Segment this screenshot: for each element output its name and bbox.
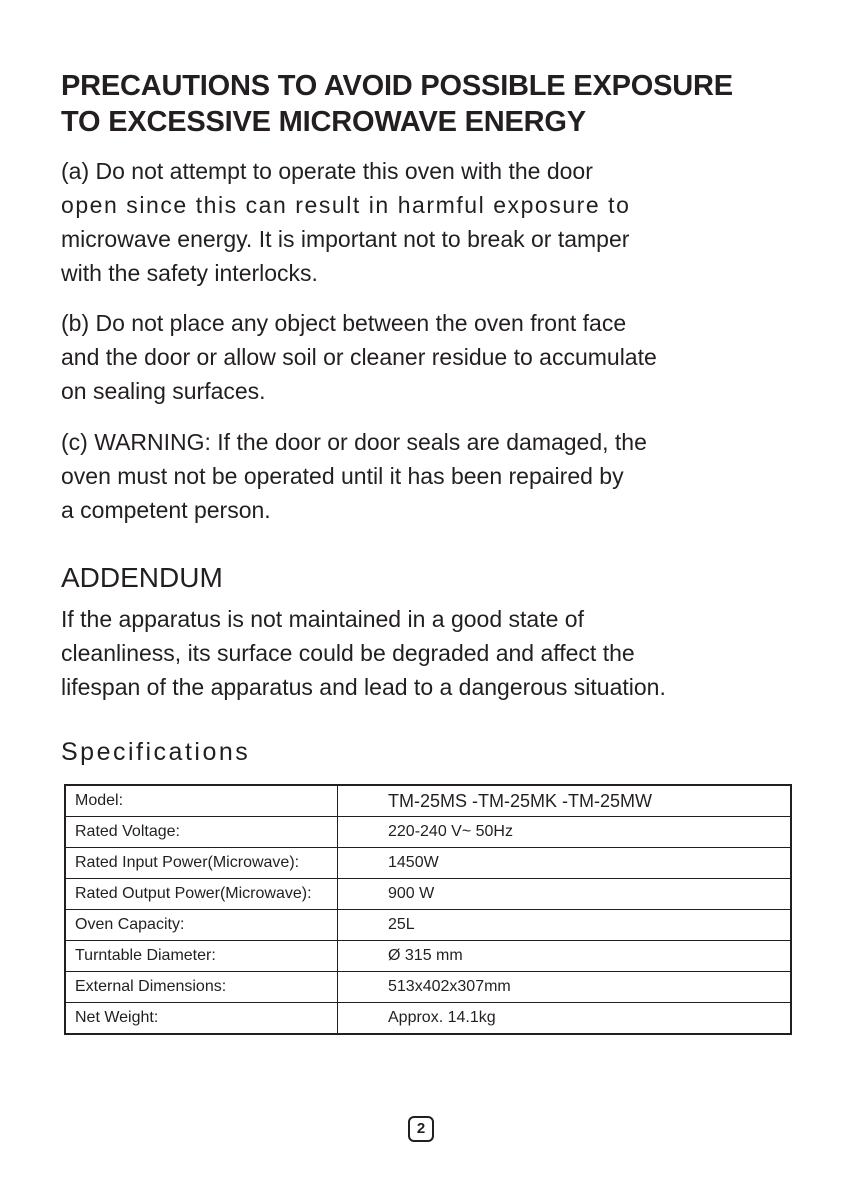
precaution-a-line-2: open since this can result in harmful exposure to: [61, 192, 631, 218]
precaution-a-line-4: with the safety interlocks.: [61, 260, 318, 286]
precaution-a-line-1: (a) Do not attempt to operate this oven with the door: [61, 158, 593, 184]
spec-value: TM-25MS -TM-25MK -TM-25MW: [338, 785, 792, 817]
spec-row-oven-capacity: [65, 910, 791, 941]
spec-label: Net Weight:: [65, 1003, 338, 1035]
spec-value: 900 W: [338, 879, 792, 910]
precautions-heading-line-2: TO EXCESSIVE MICROWAVE ENERGY: [61, 106, 586, 138]
precaution-b-line-3: on sealing surfaces.: [61, 378, 266, 404]
addendum-heading: ADDENDUM: [61, 562, 223, 593]
precaution-c-line-2: oven must not be operated until it has been repaired by: [61, 463, 624, 489]
precaution-c-line-3: a competent person.: [61, 497, 271, 523]
page-number-badge: 2: [408, 1116, 434, 1142]
spec-label: External Dimensions:: [65, 972, 338, 1003]
precaution-item-b: [61, 306, 761, 408]
spec-value: Approx. 14.1kg: [338, 1003, 792, 1035]
precaution-item-c: [61, 425, 761, 527]
spec-value: Ø 315 mm: [338, 941, 792, 972]
addendum-line-2: cleanliness, its surface could be degraded and affect the: [61, 640, 635, 666]
spec-row-turntable-diameter: [65, 941, 791, 972]
spec-label: Rated Output Power(Microwave):: [65, 879, 338, 910]
precaution-b-line-2: and the door or allow soil or cleaner residue to accumulate: [61, 344, 657, 370]
specifications-heading: Specifications: [61, 738, 251, 766]
precaution-item-a: [61, 154, 761, 290]
spec-label: Rated Voltage:: [65, 817, 338, 848]
spec-label: Model:: [65, 785, 338, 817]
addendum-line-3: lifespan of the apparatus and lead to a dangerous situation.: [61, 674, 666, 700]
spec-value: 220-240 V~ 50Hz: [338, 817, 792, 848]
spec-value: 25L: [338, 910, 792, 941]
addendum-text: [61, 602, 761, 704]
precautions-heading-line-1: PRECAUTIONS TO AVOID POSSIBLE EXPOSURE: [61, 70, 733, 102]
spec-label: Rated Input Power(Microwave):: [65, 848, 338, 879]
spec-row-rated-input-power: [65, 848, 791, 879]
spec-row-rated-voltage: [65, 817, 791, 848]
spec-value: 513x402x307mm: [338, 972, 792, 1003]
spec-row-net-weight: [65, 1003, 791, 1035]
precautions-heading: [61, 68, 801, 140]
addendum-line-1: If the apparatus is not maintained in a good state of: [61, 606, 584, 632]
spec-row-model: [65, 785, 791, 817]
spec-row-rated-output-power: [65, 879, 791, 910]
spec-row-external-dimensions: [65, 972, 791, 1003]
specifications-table: [64, 784, 792, 1035]
precaution-b-line-1: (b) Do not place any object between the oven front face: [61, 310, 627, 336]
spec-value: 1450W: [338, 848, 792, 879]
spec-label: Oven Capacity:: [65, 910, 338, 941]
precaution-a-line-3: microwave energy. It is important not to break or tamper: [61, 226, 630, 252]
spec-label: Turntable Diameter:: [65, 941, 338, 972]
precaution-c-line-1: (c) WARNING: If the door or door seals are damaged, the: [61, 429, 647, 455]
